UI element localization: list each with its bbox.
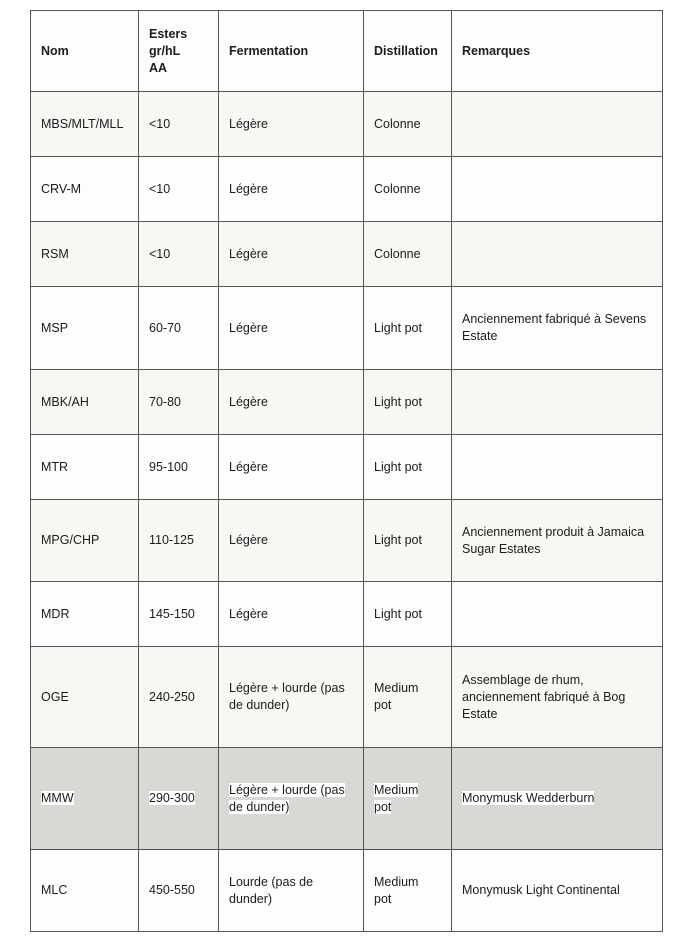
table-row <box>31 222 663 287</box>
cell-distillation-text: Medium pot <box>374 874 419 906</box>
cell-nom <box>31 647 139 748</box>
cell-esters-text: <10 <box>149 181 171 196</box>
cell-fermentation <box>219 647 364 748</box>
cell-distillation <box>364 850 452 932</box>
cell-esters <box>139 222 219 287</box>
table-row <box>31 157 663 222</box>
cell-remarques <box>452 222 663 287</box>
cell-nom <box>31 850 139 932</box>
cell-nom-text: MPG/CHP <box>41 533 100 547</box>
table-row <box>31 647 663 748</box>
cell-fermentation <box>219 157 364 222</box>
cell-fermentation-text: Légère <box>229 116 268 131</box>
table-row <box>31 748 663 850</box>
cell-esters-text: 240-250 <box>149 689 195 704</box>
cell-nom <box>31 157 139 222</box>
cell-fermentation-text: Légère <box>229 320 268 335</box>
cell-esters <box>139 370 219 435</box>
cell-remarques-text: Assemblage de rhum, anciennement fabriqué à Bog Estate <box>462 672 626 721</box>
cell-fermentation <box>219 850 364 932</box>
header-nom: Nom <box>31 11 139 92</box>
cell-remarques-text: Monymusk Wedderburn <box>462 791 595 805</box>
cell-nom-text: MMW <box>41 791 74 805</box>
cell-remarques <box>452 582 663 647</box>
cell-remarques <box>452 647 663 748</box>
cell-esters-text: 70-80 <box>149 394 181 409</box>
cell-distillation-text: Light pot <box>374 459 422 474</box>
cell-nom <box>31 748 139 850</box>
cell-fermentation <box>219 435 364 500</box>
cell-distillation-text: Colonne <box>374 246 421 261</box>
cell-esters <box>139 647 219 748</box>
cell-esters-text: <10 <box>149 246 171 261</box>
cell-distillation <box>364 647 452 748</box>
cell-fermentation <box>219 287 364 370</box>
cell-fermentation <box>219 370 364 435</box>
cell-fermentation <box>219 500 364 582</box>
header-row <box>31 11 663 92</box>
cell-nom-text: MTR <box>41 459 69 474</box>
cell-esters <box>139 287 219 370</box>
header-fermentation: Fermentation <box>219 11 364 92</box>
header-distillation: Distillation <box>364 11 452 92</box>
cell-distillation <box>364 582 452 647</box>
cell-distillation-text: Light pot <box>374 394 422 409</box>
cell-distillation-text: Light pot <box>374 320 422 335</box>
cell-remarques-text: Monymusk Light Continental <box>462 883 620 897</box>
cell-remarques <box>452 287 663 370</box>
cell-distillation <box>364 748 452 850</box>
cell-nom-text: CRV-M <box>41 181 82 196</box>
cell-distillation-text: Colonne <box>374 181 421 196</box>
cell-fermentation <box>219 222 364 287</box>
cell-nom-text: MBK/AH <box>41 394 89 409</box>
cell-nom-text: MSP <box>41 320 69 335</box>
cell-fermentation-text: Légère <box>229 181 268 196</box>
cell-nom-text: RSM <box>41 246 69 261</box>
cell-remarques <box>452 748 663 850</box>
cell-remarques <box>452 435 663 500</box>
cell-distillation-text: Medium pot <box>374 681 419 712</box>
cell-remarques <box>452 850 663 932</box>
header-esters: Esters gr/hL AA <box>139 11 219 92</box>
cell-distillation <box>364 370 452 435</box>
table-row <box>31 370 663 435</box>
cell-distillation <box>364 92 452 157</box>
table-row <box>31 92 663 157</box>
cell-esters <box>139 92 219 157</box>
cell-fermentation-text: Lourde (pas de dunder) <box>229 874 314 906</box>
cell-fermentation-text: Légère <box>229 606 268 621</box>
table-row <box>31 850 663 932</box>
cell-remarques-text: Anciennement fabriqué à Sevens Estate <box>462 312 647 343</box>
cell-esters-text: 145-150 <box>149 606 195 621</box>
rum-marks-table <box>30 10 663 932</box>
cell-esters <box>139 435 219 500</box>
header-remarques: Remarques <box>452 11 663 92</box>
cell-esters-text: 95-100 <box>149 459 188 474</box>
cell-distillation-text: Medium pot <box>374 782 419 814</box>
cell-nom <box>31 222 139 287</box>
cell-distillation <box>364 287 452 370</box>
cell-nom <box>31 370 139 435</box>
cell-fermentation-text: Légère + lourde (pas de dunder) <box>229 681 345 712</box>
cell-nom <box>31 500 139 582</box>
cell-esters <box>139 850 219 932</box>
cell-nom-text: MBS/MLT/MLL <box>41 116 124 131</box>
cell-esters <box>139 500 219 582</box>
cell-esters <box>139 157 219 222</box>
cell-remarques <box>452 500 663 582</box>
cell-remarques <box>452 370 663 435</box>
cell-distillation-text: Light pot <box>374 606 422 621</box>
cell-esters <box>139 748 219 850</box>
cell-nom-text: MDR <box>41 606 70 621</box>
table-row <box>31 500 663 582</box>
cell-fermentation-text: Légère <box>229 459 268 474</box>
cell-fermentation-text: Légère <box>229 246 268 261</box>
cell-fermentation-text: Légère <box>229 394 268 409</box>
cell-esters-text: 60-70 <box>149 320 181 335</box>
cell-esters-text: 450-550 <box>149 883 195 897</box>
cell-fermentation <box>219 748 364 850</box>
cell-fermentation <box>219 92 364 157</box>
cell-remarques-text: Anciennement produit à Jamaica Sugar Estates <box>462 524 645 556</box>
table-row <box>31 287 663 370</box>
cell-fermentation-text: Légère <box>229 533 268 547</box>
cell-nom <box>31 435 139 500</box>
cell-fermentation <box>219 582 364 647</box>
cell-distillation <box>364 500 452 582</box>
cell-fermentation-text: Légère + lourde (pas de dunder) <box>229 782 345 814</box>
cell-nom-text: OGE <box>41 689 69 704</box>
cell-remarques <box>452 92 663 157</box>
cell-nom <box>31 92 139 157</box>
cell-distillation-text: Light pot <box>374 533 422 547</box>
cell-esters-text: <10 <box>149 116 171 131</box>
table-row <box>31 582 663 647</box>
cell-esters-text: 290-300 <box>149 791 195 805</box>
cell-esters-text: 110-125 <box>149 533 194 547</box>
cell-esters <box>139 582 219 647</box>
cell-distillation <box>364 435 452 500</box>
cell-nom <box>31 582 139 647</box>
cell-distillation-text: Colonne <box>374 116 421 131</box>
cell-nom <box>31 287 139 370</box>
cell-distillation <box>364 222 452 287</box>
cell-distillation <box>364 157 452 222</box>
cell-nom-text: MLC <box>41 883 68 897</box>
table-row <box>31 435 663 500</box>
cell-remarques <box>452 157 663 222</box>
